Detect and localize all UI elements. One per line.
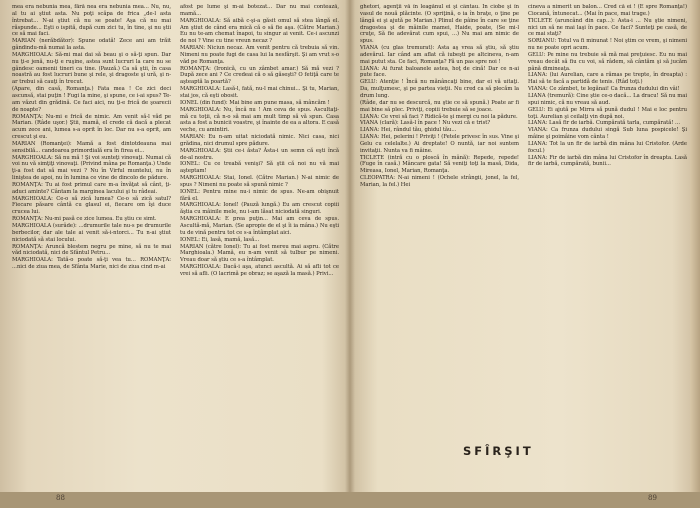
paragraph: ROMANŢA: Aruncă blestem negru pe mine, să nu te mai văd niciodată, nici de Sfântul Petru... xyxy=(12,243,171,257)
paragraph: MARGHIOALA: Stai, Ionel. (Către Marian.) N-ai nimic de spus ? Nimeni nu poate să spună nimic ? xyxy=(180,175,339,188)
paragraph: IONEL: Ei, lasă, mamă, lasă... xyxy=(180,236,260,243)
paragraph: MARGHIOALA: Tată-o poate să-ţi vea tu... ROMANŢA: ...nici de ziua mea, de Sfânta Marie, nici de ziua cind m-ai xyxy=(12,257,171,271)
paragraph: MARIAN (nerăbdător): Spune odată! Zece ani am trăit gândindu-mă numai la asta. xyxy=(12,38,171,52)
right-page xyxy=(360,4,688,484)
paragraph: VIANA (cu glas tremurat): Asta aş vrea să ştiu, să ştiu adevărul. Iar când am aflat că iubeşti pe altcineva, n-am mai putut sta. Ce faci, Romanţa? Fă un pas spre noi ! xyxy=(360,45,519,65)
paragraph: LIANA: Fir de iarbă din mâna lui Cristofor în dreapta. Lasă fir de iarbă, cumpărată, bunii... xyxy=(528,154,687,168)
paragraph: MARGHIOALA: Dacă-i aşa, atunci ascultă. Ai să afli tot ce vrei să afli. (O lacrimă pe obraz; se aşază la masă.) Privi... xyxy=(180,264,339,277)
paragraph: ROMANŢA: Nu-mi e frică de nimic. Am venit să-l văd pe Marian. (Râde uşor.) Ştii, mamă, el crede că dacă a plecat acum zece ani, lumea s-a oprit în loc. Dar nu s-a oprit, am crescut şi eu. xyxy=(12,113,171,141)
paragraph: (Apare, din casă, Romanţa.) Fata mea ! Ce zici deci ascunsă, stai puţin ! Fugi la mine, şi spune, ce i-ai spus? Te-am văzut din grădină. Ce faci aici, nu ţi-e frică de şoarecii de noapte? xyxy=(12,86,171,113)
right-column-2 xyxy=(528,4,687,484)
paragraph: MARGHIOALA: Lasă-l, fată, nu-l mai chinui... Şi tu, Marian, stai jos, că eşti obosit. xyxy=(180,86,339,99)
page-edge xyxy=(690,0,700,508)
paragraph: ROMANŢA: (Ironică, cu un zâmbet amar.) Să mă vezi ? După zece ani ? Ce credeai că o să găseşti? O fetiţă care te aşteaptă la poartă? xyxy=(180,65,339,86)
paragraph: IONEL: Pentru mine nu-i nimic de spus. Ne-am obişnuit fără el. xyxy=(180,188,339,202)
paragraph: VIANA: Ce zâmbet, te legănai! Ca frunza dudului din vâi! xyxy=(528,86,680,93)
paragraph: IONEL: Cu ce treabă venişi? Să ştii că noi nu vă mai aşteptam! xyxy=(180,161,339,175)
paragraph: LIANA (tremură): Cine ştie ce-o dacă... La dracu! Să nu mai spui nimic, că nu vreau să aud. xyxy=(528,92,687,106)
paragraph: MARGHIOALA: Să aibă c-şi-a găsit omul să stea lângă el. Am ştiut de când era mică că o să fie aşa. (Către Marian.) Eu nu te-am chemat înapoi, tu singur ai venit. Ce-i ascunzi de noi ? Vine cu tine vreun necaz ? xyxy=(180,17,339,45)
paragraph: MARGHIOALA: Nu, încă nu ! Am ceva de spus. Ascultaţi-mă cu toţii, că n-o să mai am mult timp să vă spun. Casa asta a fost a bunicii voastre, şi înainte de ea a altora. E casă veche, cu amintiri. xyxy=(180,106,339,134)
paragraph: mea era nebunia mea, fără nea era nebunia mea... Nu, nu, al tu ai ştiut asta. Nu poţi scăpa de frica „de-l asta întrebat... N-ai ştiut că nu se poate! Aşa că nu mai răspunde... Eşti o ispită, după cum zici tu, în tine, şi nu ştii ce să mai faci. xyxy=(12,4,171,38)
paragraph: MARGHIOALA: Să nu mă ! Şi voi sunteţi vinovaţi. Numai că voi nu vă simţiţi vinovaţi. (Privind mâna pe Romanţa.) Unde ţi-a fost dat să mai vezi ? Nu în Virful muntelui, nu în liniştea de apoi, nu în lumina ce vine de dincolo de pădure. xyxy=(12,154,171,182)
paragraph: MARIAN: Niciun necaz. Am venit pentru că trebuia să vin. Nimeni nu poate fugi de casa lui la nesfârşit. Şi am vrut s-o văd pe Romanţa. xyxy=(180,45,339,65)
paragraph: MARGHIOALA (surâde): ...drumurile tale nu-s pe drumurile berbecilor, dar ale tale ai venit să-i-ntorci... Tu n-ai ştiut niciodată să stai locului. xyxy=(12,223,171,243)
paragraph: VIANA (clară): Lasă-l în pace ! Nu vezi că e trist? xyxy=(360,120,491,127)
right-column-1 xyxy=(360,4,519,484)
paragraph: MARIAN: Eu n-am uitat niciodată nimic. Nici casa, nici grădina, nici drumul spre pădure. xyxy=(180,134,339,147)
paragraph: GELU: Ei ajută pe Mirra să pună dudul ! Mai e loc pentru toţi. Aurelian şi ceilalţi vin după noi. xyxy=(528,106,687,120)
paragraph: GELU: Atenţie ! Încă nu mănâncaţi bine, dar ei vă uitaţi. Da, mulţumesc, şi pe partea vieţii. Nu cred ca să plecăm la drum lung. xyxy=(360,79,519,99)
left-column-2 xyxy=(180,4,339,484)
left-column-1 xyxy=(12,4,171,484)
ending-title: SFÎRŞIT xyxy=(463,444,534,458)
paragraph: MARGHIOALA: E prea puţin... Mai am ceva de spus. Ascultă-mă, Marian. (Se apropie de el şi îi ia mâna.) Nu eşti tu de vină pentru tot ce s-a întâmplat aici. xyxy=(180,216,339,236)
left-page xyxy=(12,4,340,484)
page-number-right: 89 xyxy=(648,494,657,502)
spine-gutter xyxy=(345,0,355,508)
paragraph: afost pe lume şi m-ai botezat... Dar nu mai contează, mamă... xyxy=(180,4,339,17)
paragraph: MARGHIOALA: Ce-o să zică lumea? Ce-o să zică satul? Fiecare păsare cântă cu glasul ei, fiecare om îşi duce crucea lui. xyxy=(12,195,171,216)
paragraph: ROMANŢA: Tu ai fost primul care m-a învăţat să cânt, ţi-aduci aminte? Cântam la marginea lacului şi tu râdeai. xyxy=(12,181,171,195)
paragraph: MARIAN (Romanţei): Mamă a fost dintotdeauna mai sensibilă... candoarea primordială era în firea ei... xyxy=(12,140,171,154)
page-number-left: 88 xyxy=(56,494,65,502)
paragraph: TICLETE (intră cu o ploscă în mână): Repede, repede! (Fuge în casă.) Mâncare gata! Să veniţi toţi la masă, Dida, Mireasa, Ionel, Marian, Romanţa. xyxy=(360,154,519,175)
paragraph: cineva a nimerit un balon... Cred că ei ! (E spre Romanţa!) Ciocană, întunecat... (Mai în pace, mai trage.) xyxy=(528,4,687,17)
paragraph: MARGHIOALA: Să-mi mai dai să beau şi o să-ţi spun. Dar nu ţi-e jenă, nu-ţi e ruşine, astea sunt lucruri la care nu se gândesc oamenii tineri ca tine. (Pauză.) Ca să ştii, în casa noastră au fost lucruri bune şi rele, şi dragoste şi ură, şi n-ar trebui să cauţi în trecut. xyxy=(12,51,171,86)
paragraph: LIANA: Lasă fir de iarbă. Cumpărată tarla, cumpărată! ... xyxy=(528,120,680,127)
bottom-strip xyxy=(0,492,700,508)
paragraph: MARGHIOALA: Ionel! (Pauză lungă.) Eu am crescut copiii ăştia cu mâinile mele, nu i-am lăsat niciodată singuri. xyxy=(180,202,339,216)
paragraph: (Râde, dar nu se descurcă, nu ştie ce să spună.) Poate ar fi mai bine să plec. Priviţi, copiii trebuie să se joace. xyxy=(360,99,519,113)
paragraph: SORIANU: Totul va fi minunat ! Noi ştim ce vrem, şi nimeni nu ne poate opri acum. xyxy=(528,38,687,52)
paragraph: LIANA: (lui Aurelian, care a rămas pe trepte, în dreapta) : Hai să te facă a partidă de tenis. (Râd toţi.) xyxy=(528,72,687,86)
paragraph: LIANA: Ce vrei să faci ? Ridică-te şi mergi cu noi la pădure. xyxy=(360,113,518,120)
paragraph: ROMANŢA: Nu-mi pasă ce zice lumea. Eu ştiu ce simt. xyxy=(12,216,157,223)
paragraph: LIANA: Hei, rândul tău, ghidul tău... xyxy=(360,127,457,134)
paragraph: MARGHIOALA: Ştii ce-i ăsta? Ăsta-i un semn că eşti încă de-al nostru. xyxy=(180,147,339,161)
paragraph: ghetori, agenţii vă în leagănul ei şi cântau. În ciobe şi în vasul de nouă plăcinte. (O spriţină, o ia în braţe, o ţine pe lângă ei şi ajută pe Marian.) Plinul de pâine în care se ţine dragostea şi de mâinile mamei, Haide, poate, (Se mi-l cruţe, Să fie adevărat cum spui, ...) Nu mai am nimic de spus. xyxy=(360,4,519,45)
paragraph: GELU: Pe mine nu trebuie să mă mai preţuiesc. Eu nu mai vreau decât să fiu cu voi, să râdem, să cântăm şi să jucăm până dimineaţa. xyxy=(528,51,687,72)
paragraph: CLEOPATRA: N-ai nimeni ! (Ochele strângii, jonel, la fel, Marian, la fel.) Hei xyxy=(360,175,519,188)
paragraph: MARIAN (către Ionel): Tu ai fost mereu mai aspru. (Către Marghioala.) Mamă, eu n-am venit să tulbur pe nimeni. Vreau doar să ştiu ce s-a întâmplat. xyxy=(180,243,339,264)
paragraph: VIANA: Ca frunza dudului singă Sub luna pospicele! Şi mâine şi poimâine vom cânta ! xyxy=(528,127,687,141)
paragraph: LIANA: Ai furat baloanele astea, hoţ de cină! Dar ce n-ai pute face. xyxy=(360,65,519,79)
paragraph: IONEL (din fund): Mai bine am pune masa, să mâncăm ! xyxy=(180,99,330,106)
paragraph: LIANA: Tot la un fir de iarbă din mâna lui Cristofor. (Arde focul.) xyxy=(528,140,687,154)
paragraph: TICLETE (aruncând din cap...): Asta-i ... Nu ştie nimeni, nici un să ne mai laşi în pace. Ce faci? Sunteţi pe casă, de ce mai staţi? xyxy=(528,17,687,38)
paragraph: LIANA: Hei, pelerini ! Priviţi ! (Fetele privesc în sus. Vine şi Gelu cu celelalte.) Ai dreptate! O nuntă, iar noi suntem invitaţii. Nunta va fi mâine. xyxy=(360,134,519,154)
